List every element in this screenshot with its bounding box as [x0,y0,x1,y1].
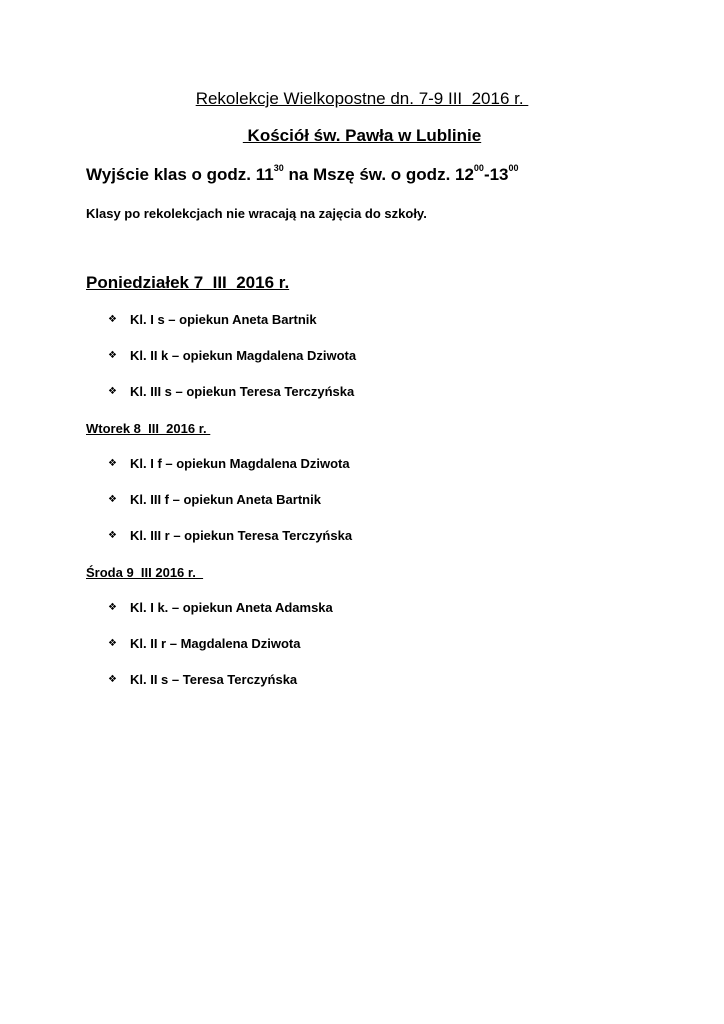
entry-text: Kl. II s – Teresa Terczyńska [130,672,298,687]
diamond-bullet-icon: ❖ [108,674,117,685]
list-item [108,312,317,327]
diamond-bullet-icon: ❖ [108,494,117,505]
class-note: Klasy po rekolekcjach nie wracają na zajęcia do szkoły. [86,206,427,221]
day-heading-tuesday: Wtorek 8 III 2016 r. [86,421,211,436]
diamond-bullet-icon: ❖ [108,530,117,541]
list-item [108,348,356,363]
entry-text: Kl. I s – opiekun Aneta Bartnik [130,312,317,327]
entry-text: Kl. II k – opiekun Magdalena Dziwota [130,348,357,363]
retreat-title: Rekolekcje Wielkopostne dn. 7-9 III 2016 r. [195,89,529,108]
diamond-bullet-icon: ❖ [108,602,117,613]
church-title: Kościół św. Pawła w Lublinie [242,126,482,145]
diamond-bullet-icon: ❖ [108,638,117,649]
list-item [108,456,350,471]
list-item [108,528,352,543]
time-dash: -13 [483,165,509,184]
time-sup-2: 00 [473,163,484,173]
time-mid: na Mszę św. o godz. 12 [283,165,474,184]
time-sup-1: 30 [273,163,284,173]
entry-text: Kl. I f – opiekun Magdalena Dziwota [130,456,350,471]
entry-text: Kl. III f – opiekun Aneta Bartnik [130,492,321,507]
diamond-bullet-icon: ❖ [108,386,117,397]
list-item [108,384,354,399]
entry-text: Kl. I k. – opiekun Aneta Adamska [130,600,333,615]
diamond-bullet-icon: ❖ [108,314,117,325]
day-heading-monday: Poniedziałek 7 III 2016 r. [86,273,290,292]
list-item [108,600,333,615]
departure-time-line [86,165,519,185]
list-item [108,492,321,507]
list-item [108,636,300,651]
time-prefix: Wyjście klas o godz. 11 [86,165,274,184]
diamond-bullet-icon: ❖ [108,458,117,469]
diamond-bullet-icon: ❖ [108,350,117,361]
entry-text: Kl. III r – opiekun Teresa Terczyńska [130,528,353,543]
day-heading-wednesday: Środa 9 III 2016 r. [86,565,204,580]
entry-text: Kl. III s – opiekun Teresa Terczyńska [130,384,355,399]
list-item [108,672,297,687]
entry-text: Kl. II r – Magdalena Dziwota [130,636,301,651]
time-sup-3: 00 [508,163,519,173]
